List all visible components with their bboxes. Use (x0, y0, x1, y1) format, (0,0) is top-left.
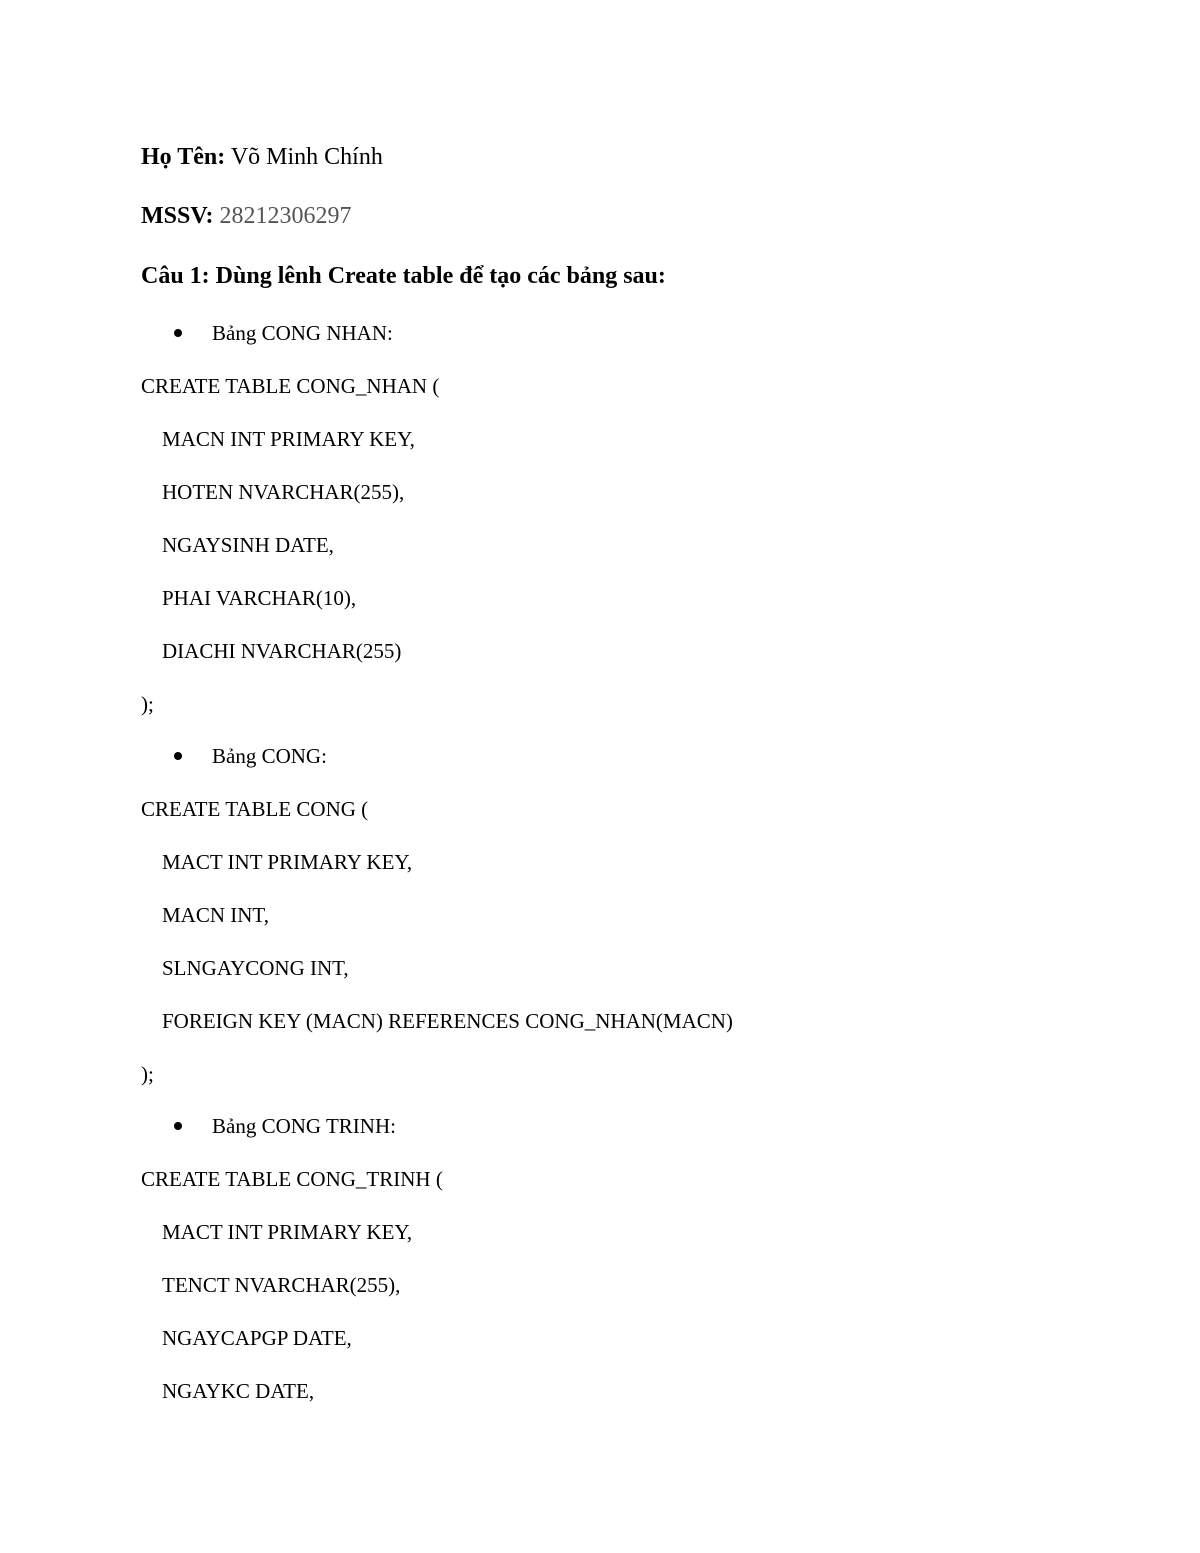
name-value: Võ Minh Chính (230, 144, 383, 170)
code-line: ); (141, 1062, 154, 1086)
name-label: Họ Tên: (141, 144, 226, 170)
bullet-icon (174, 1122, 182, 1130)
student-id-line (141, 201, 351, 231)
code-line: ); (141, 692, 154, 716)
code-line: CREATE TABLE CONG_TRINH ( (141, 1167, 443, 1191)
code-line: CREATE TABLE CONG ( (141, 797, 369, 821)
code-line: MACN INT PRIMARY KEY, (162, 427, 415, 451)
code-line: FOREIGN KEY (MACN) REFERENCES CONG_NHAN(MACN) (162, 1009, 733, 1033)
code-line: NGAYCAPGP DATE, (162, 1326, 352, 1350)
section-1-bullet (174, 320, 393, 346)
question-heading: Câu 1: Dùng lênh Create table để tạo các bảng sau: (141, 263, 666, 289)
code-line: NGAYKC DATE, (162, 1379, 315, 1403)
student-name-line (141, 142, 383, 172)
code-line: MACN INT, (162, 903, 269, 927)
bullet-icon (174, 752, 182, 760)
code-line: HOTEN NVARCHAR(255), (162, 480, 405, 504)
code-line: MACT INT PRIMARY KEY, (162, 1220, 413, 1244)
code-line: MACT INT PRIMARY KEY, (162, 850, 413, 874)
code-line: SLNGAYCONG INT, (162, 956, 349, 980)
code-line: DIACHI NVARCHAR(255) (162, 639, 402, 663)
id-value: 28212306297 (219, 203, 352, 229)
section-3-title: Bảng CONG TRINH: (212, 1114, 396, 1138)
section-1-title: Bảng CONG NHAN: (212, 321, 393, 345)
section-2-title: Bảng CONG: (212, 744, 327, 768)
bullet-icon (174, 329, 182, 337)
code-line: TENCT NVARCHAR(255), (162, 1273, 401, 1297)
code-line: PHAI VARCHAR(10), (162, 586, 357, 610)
code-line: CREATE TABLE CONG_NHAN ( (141, 374, 440, 398)
id-label: MSSV: (141, 203, 214, 229)
section-3-bullet (174, 1113, 396, 1139)
code-line: NGAYSINH DATE, (162, 533, 334, 557)
section-2-bullet (174, 743, 327, 769)
